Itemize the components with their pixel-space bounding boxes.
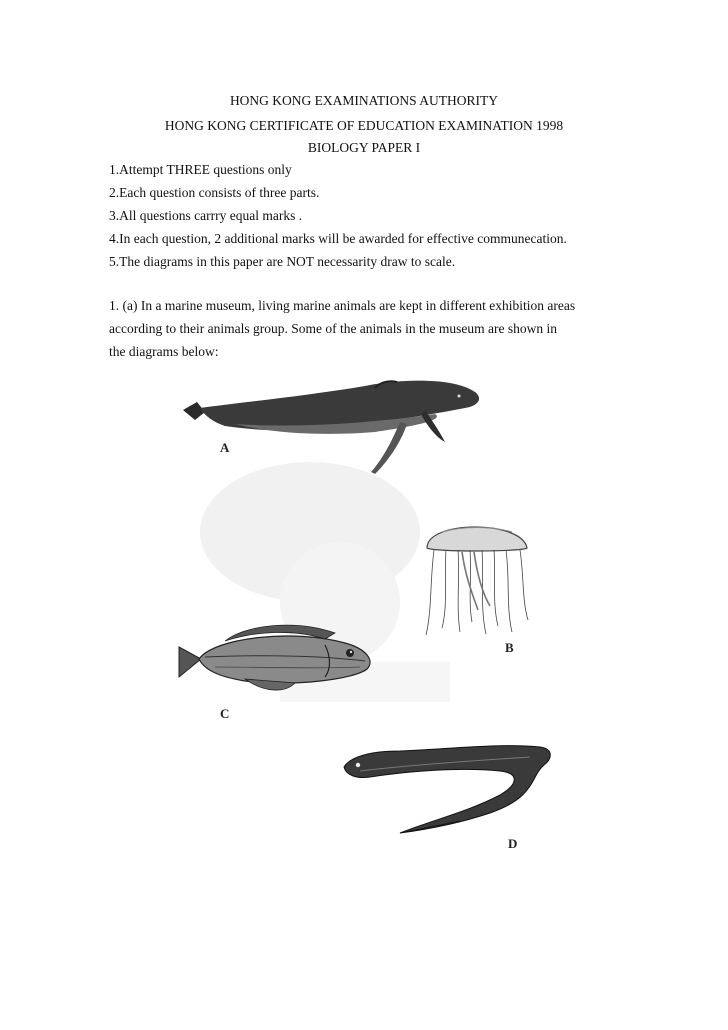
marine-animals-figure	[150, 362, 630, 862]
exam-name-title: HONG KONG CERTIFICATE OF EDUCATION EXAMINATION 1998	[164, 118, 564, 133]
instruction-2: 2.Each question consists of three parts.	[109, 185, 320, 200]
question-line-1: 1. (a) In a marine museum, living marine animals are kept in different exhibition areas	[109, 298, 576, 313]
question-line-2: according to their animals group. Some of the animals in the museum are shown in	[109, 321, 558, 336]
label-c: C	[220, 706, 230, 721]
whale-illustration	[175, 362, 495, 477]
paper-title: BIOLOGY PAPER I	[307, 140, 421, 155]
label-b: B	[505, 640, 514, 655]
label-d: D	[508, 836, 518, 851]
exam-authority-title: HONG KONG EXAMINATIONS AUTHORITY	[229, 93, 499, 108]
instruction-3: 3.All questions carrry equal marks .	[109, 208, 303, 223]
eel-illustration	[340, 737, 580, 842]
instruction-4: 4.In each question, 2 additional marks will be awarded for effective communecation.	[109, 231, 567, 246]
question-line-3: the diagrams below:	[109, 344, 219, 359]
label-a: A	[220, 440, 230, 455]
jellyfish-illustration	[412, 510, 542, 640]
instruction-1: 1.Attempt THREE questions only	[109, 162, 292, 177]
fish-illustration	[175, 617, 385, 702]
instruction-5: 5.The diagrams in this paper are NOT necessarity draw to scale.	[109, 254, 456, 269]
